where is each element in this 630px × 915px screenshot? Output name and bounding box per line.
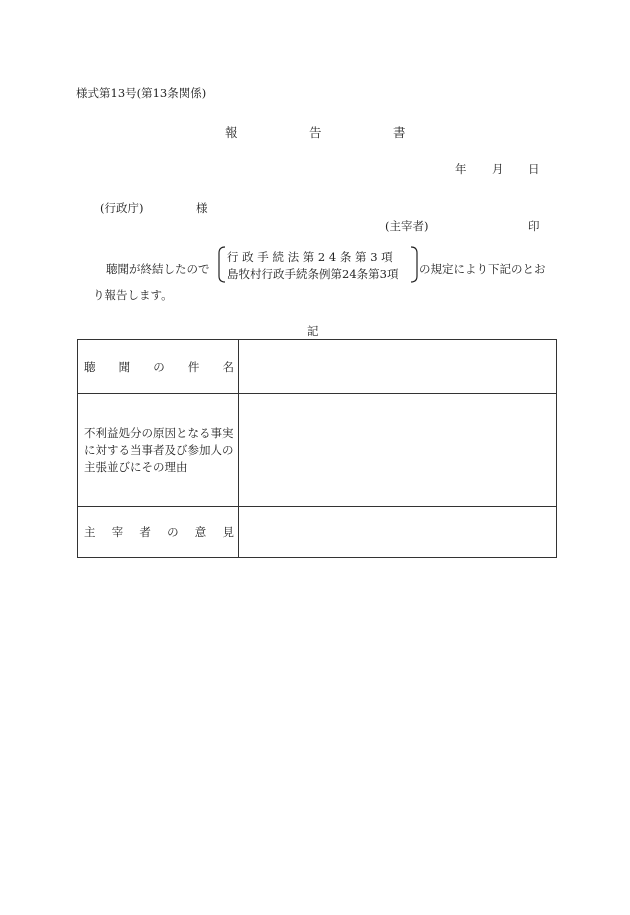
presiding-opinion-char-5: 意 [194, 525, 207, 539]
presiding-opinion-label [78, 507, 239, 558]
hearing-subject-char-4: 件 [187, 359, 200, 374]
date-year: 年 [455, 162, 467, 176]
body-text-line-2: り報告します。 [93, 288, 173, 302]
law-reference-ordinance: 島牧村行政手続条例第24条第3項 [227, 267, 399, 281]
hearing-subject-char-3: の [153, 359, 165, 374]
body-text-before-brace: 聴聞が終結したので [106, 262, 210, 276]
body-text-after-brace: の規定により下記のとお [419, 262, 546, 276]
report-table [77, 339, 557, 558]
table-row-hearing-subject [78, 340, 557, 394]
law-reference-brace [217, 246, 419, 283]
title-char-3: 書 [393, 125, 406, 140]
presiding-opinion-value[interactable] [239, 507, 557, 558]
presiding-opinion-char-6: 見 [222, 525, 234, 539]
title-char-2: 告 [309, 125, 322, 140]
hearing-subject-char-2: 聞 [118, 359, 131, 374]
presiding-officer-label: (主宰者) [385, 219, 429, 233]
hearing-subject-label [78, 340, 239, 394]
presiding-opinion-char-4: の [167, 525, 179, 539]
hearing-subject-char-1: 聴 [84, 359, 96, 374]
table-row-party-claims [78, 394, 557, 507]
seal-mark: 印 [528, 219, 540, 233]
hearing-subject-value[interactable] [239, 340, 557, 394]
party-claims-label: 不利益処分の原因となる事実に対する当事者及び参加人の主張並びにその理由 [84, 425, 234, 474]
addressee-honorific: 様 [196, 201, 208, 215]
addressee-name: (行政庁) [100, 201, 144, 215]
table-row-presiding-opinion [78, 507, 557, 558]
title-char-1: 報 [225, 125, 238, 140]
hearing-subject-char-5: 名 [222, 359, 234, 374]
date-day: 日 [528, 162, 540, 176]
date-month: 月 [492, 162, 504, 176]
party-claims-label-cell [78, 394, 239, 507]
presiding-opinion-char-1: 主 [84, 525, 96, 539]
party-claims-value[interactable] [239, 394, 557, 507]
form-number: 様式第13号(第13条関係) [76, 86, 207, 100]
record-heading: 記 [307, 324, 319, 338]
law-reference-act: 行 政 手 続 法 第 2 4 条 第 3 項 [227, 250, 393, 264]
presiding-opinion-char-2: 宰 [111, 525, 124, 539]
presiding-opinion-char-3: 者 [139, 525, 151, 539]
